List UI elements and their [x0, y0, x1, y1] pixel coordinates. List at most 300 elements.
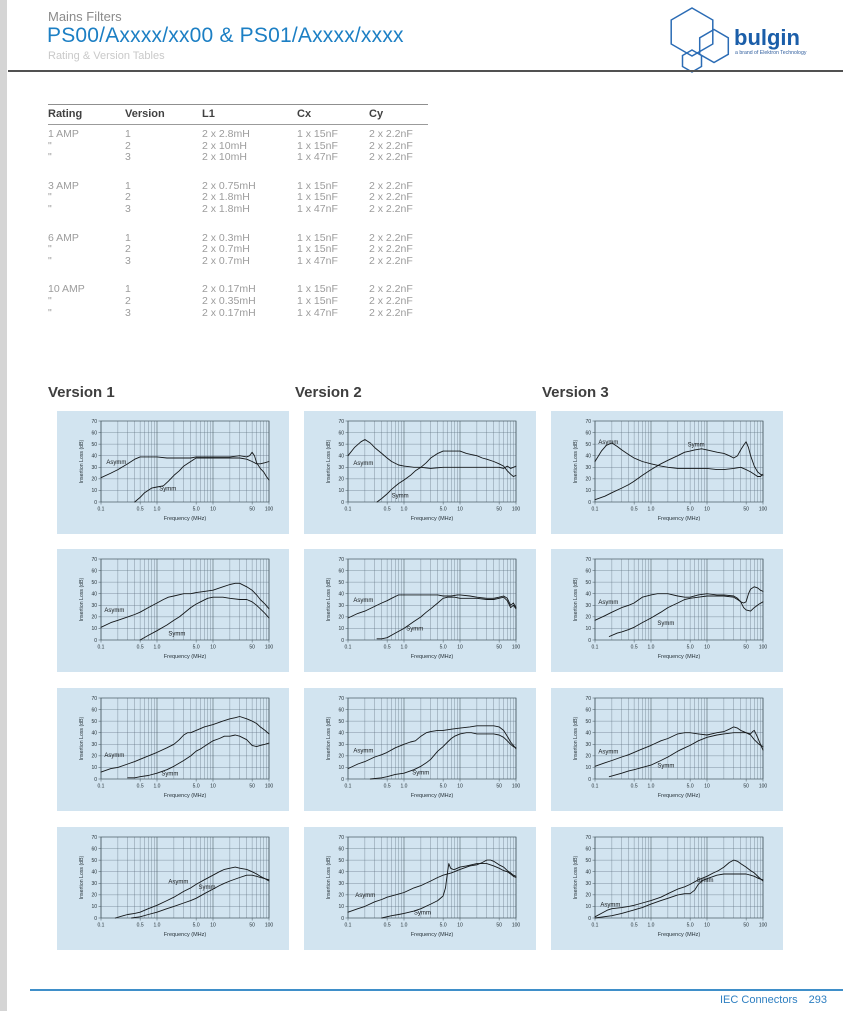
- chart-panel-v2-row2: [304, 549, 536, 672]
- x-tick-label: 100: [758, 644, 768, 651]
- x-tick-label: 10: [210, 506, 216, 513]
- x-tick-label: 10: [457, 783, 463, 790]
- table-cell: 1 x 15nF: [297, 244, 338, 256]
- x-axis-title: Frequency (MHz): [163, 654, 207, 660]
- y-tick-label: 30: [585, 881, 591, 888]
- series-label-symm: Symm: [657, 621, 675, 627]
- y-tick-label: 40: [585, 453, 591, 460]
- table-cell: 2 x 0.7mH: [202, 255, 250, 267]
- x-tick-label: 0.1: [97, 922, 105, 929]
- series-label-asymm: Asymm: [598, 440, 619, 447]
- table-cell: 1 x 15nF: [297, 140, 338, 152]
- x-tick-label: 10: [457, 922, 463, 929]
- series-label-symm: Symm: [413, 910, 431, 917]
- table-cell: 2 x 2.2nF: [369, 128, 413, 140]
- insertion-loss-chart: [304, 827, 536, 950]
- y-axis-title: Insertion Loss (dB): [573, 577, 579, 622]
- y-tick-label: 0: [341, 776, 344, 783]
- table-cell: 2 x 0.7mH: [202, 244, 250, 256]
- x-tick-label: 1.0: [153, 506, 161, 513]
- y-tick-label: 60: [91, 430, 97, 437]
- y-tick-label: 10: [338, 765, 344, 772]
- x-axis-title: Frequency (MHz): [163, 516, 207, 522]
- x-axis-title: Frequency (MHz): [410, 516, 454, 522]
- x-tick-label: 50: [496, 783, 502, 790]
- x-tick-label: 50: [249, 922, 255, 929]
- chart-panel-v2-row1: [304, 411, 536, 534]
- y-tick-label: 10: [585, 488, 591, 495]
- series-label-symm: Symm: [657, 763, 675, 770]
- y-tick-label: 60: [91, 846, 97, 853]
- y-tick-label: 70: [91, 695, 97, 702]
- x-tick-label: 1.0: [153, 922, 161, 929]
- y-tick-label: 30: [338, 603, 344, 610]
- version-2-heading: Version 2: [295, 384, 362, 401]
- x-tick-label: 10: [704, 644, 710, 651]
- x-tick-label: 0.1: [97, 783, 105, 790]
- table-cell: 2 x 10mH: [202, 152, 247, 164]
- series-label-asymm: Asymm: [168, 879, 189, 886]
- curve-symm: [609, 596, 763, 637]
- series-label-asymm: Asymm: [353, 597, 374, 604]
- x-tick-label: 100: [264, 506, 274, 513]
- x-tick-label: 1.0: [400, 922, 408, 929]
- table-cell: 2 x 0.17mH: [202, 307, 256, 319]
- chart-panel-v3-row4: [551, 827, 783, 950]
- y-tick-label: 40: [338, 869, 344, 876]
- y-tick-label: 10: [91, 488, 97, 495]
- table-cell: 1: [125, 231, 131, 244]
- x-tick-label: 0.5: [383, 922, 391, 929]
- x-tick-label: 100: [511, 922, 521, 929]
- y-tick-label: 0: [588, 776, 591, 783]
- x-tick-label: 5.0: [686, 506, 694, 513]
- insertion-loss-chart: [551, 549, 783, 672]
- y-tick-label: 0: [341, 637, 344, 644]
- x-tick-label: 0.5: [630, 644, 638, 651]
- x-tick-label: 0.1: [591, 922, 599, 929]
- table-cell: 2 x 2.2nF: [369, 255, 413, 267]
- chart-panel-v1-row4: [57, 827, 289, 950]
- x-tick-label: 5.0: [439, 506, 447, 513]
- x-axis-title: Frequency (MHz): [163, 932, 207, 938]
- version-1-heading: Version 1: [48, 384, 115, 401]
- y-tick-label: 40: [91, 591, 97, 598]
- insertion-loss-chart: [551, 688, 783, 811]
- table-cell: 2 x 2.2nF: [369, 192, 413, 204]
- col-header-rating: Rating: [48, 105, 125, 125]
- x-tick-label: 0.1: [344, 922, 352, 929]
- y-tick-label: 10: [338, 626, 344, 633]
- y-tick-label: 50: [585, 857, 591, 864]
- series-label-asymm: Asymm: [104, 753, 125, 759]
- y-axis-title: Insertion Loss (dB): [79, 716, 85, 761]
- x-tick-label: 0.5: [383, 644, 391, 651]
- bulgin-hexagons-icon: [652, 2, 838, 74]
- header-divider: [8, 70, 843, 72]
- table-cell: 2: [125, 192, 131, 204]
- table-cell: ": [48, 140, 52, 152]
- y-tick-label: 0: [341, 915, 344, 922]
- x-tick-label: 50: [743, 783, 749, 790]
- table-cell: 2 x 2.2nF: [369, 307, 413, 319]
- table-row: [48, 256, 428, 268]
- y-tick-label: 50: [585, 441, 591, 448]
- table-cell: 2 x 2.2nF: [369, 203, 413, 215]
- y-axis-title: Insertion Loss (dB): [326, 716, 332, 761]
- x-axis-title: Frequency (MHz): [410, 793, 454, 799]
- table-group-spacer: [48, 216, 428, 229]
- y-tick-label: 60: [585, 846, 591, 853]
- series-label-asymm: Asymm: [355, 893, 376, 900]
- table-cell: 1 x 15nF: [297, 283, 338, 296]
- y-tick-label: 50: [338, 857, 344, 864]
- insertion-loss-chart: [57, 827, 289, 950]
- x-tick-label: 0.1: [591, 506, 599, 513]
- x-tick-label: 0.1: [591, 644, 599, 651]
- series-label-symm: Symm: [406, 626, 424, 633]
- x-tick-label: 1.0: [647, 506, 655, 513]
- insertion-loss-chart: [304, 688, 536, 811]
- x-tick-label: 0.5: [630, 922, 638, 929]
- x-tick-label: 1.0: [647, 644, 655, 651]
- y-axis-title: Insertion Loss (dB): [326, 855, 332, 900]
- x-tick-label: 0.1: [344, 783, 352, 790]
- x-tick-label: 1.0: [153, 783, 161, 790]
- x-tick-label: 50: [496, 506, 502, 513]
- table-cell: 3: [125, 307, 131, 319]
- y-axis-title: Insertion Loss (dB): [79, 439, 85, 484]
- x-tick-label: 10: [210, 922, 216, 929]
- curve-asymm: [348, 726, 516, 769]
- curve-symm: [140, 597, 269, 640]
- table-cell: 1: [125, 283, 131, 296]
- y-tick-label: 40: [585, 591, 591, 598]
- y-tick-label: 50: [585, 718, 591, 725]
- table-row: [48, 308, 428, 320]
- table-header-row: [48, 105, 428, 125]
- y-tick-label: 70: [338, 418, 344, 425]
- series-label-symm: Symm: [159, 486, 177, 493]
- chart-panel-v1-row2: [57, 549, 289, 672]
- x-tick-label: 100: [264, 922, 274, 929]
- table-row: [48, 244, 428, 256]
- page-edge-strip: [0, 0, 7, 1011]
- table-cell: 6 AMP: [48, 231, 79, 244]
- x-tick-label: 5.0: [686, 644, 694, 651]
- curve-asymm: [595, 443, 763, 477]
- x-tick-label: 0.5: [630, 783, 638, 790]
- x-tick-label: 50: [743, 922, 749, 929]
- y-tick-label: 20: [338, 476, 344, 483]
- insertion-loss-chart: [551, 827, 783, 950]
- curve-asymm: [348, 860, 516, 912]
- table-cell: 2 x 0.35mH: [202, 295, 256, 307]
- curve-symm: [377, 597, 516, 639]
- y-axis-title: Insertion Loss (dB): [573, 855, 579, 900]
- x-axis-title: Frequency (MHz): [657, 516, 701, 522]
- curve-asymm: [115, 867, 269, 918]
- series-label-asymm: Asymm: [104, 608, 125, 615]
- y-tick-label: 40: [338, 730, 344, 737]
- x-axis-title: Frequency (MHz): [657, 654, 701, 660]
- x-axis-title: Frequency (MHz): [657, 793, 701, 799]
- page-title: PS00/Axxxx/xx00 & PS01/Axxxx/xxxx: [47, 24, 404, 47]
- y-tick-label: 40: [91, 869, 97, 876]
- table-cell: 1: [125, 179, 131, 192]
- y-tick-label: 60: [338, 846, 344, 853]
- col-header-l1: L1: [202, 105, 297, 125]
- x-tick-label: 1.0: [400, 506, 408, 513]
- y-tick-label: 0: [341, 499, 344, 506]
- x-tick-label: 10: [457, 506, 463, 513]
- x-tick-label: 1.0: [647, 922, 655, 929]
- x-tick-label: 100: [758, 783, 768, 790]
- series-label-asymm: Asymm: [598, 749, 619, 756]
- bulgin-logo: [652, 2, 838, 74]
- table-cell: 1 x 15nF: [297, 295, 338, 307]
- series-label-asymm: Asymm: [353, 748, 374, 755]
- y-tick-label: 70: [585, 418, 591, 425]
- table-cell: ": [48, 307, 52, 319]
- y-tick-label: 60: [585, 707, 591, 714]
- page-subtitle: Rating & Version Tables: [48, 50, 165, 62]
- series-label-symm: Symm: [391, 493, 409, 500]
- y-tick-label: 10: [91, 626, 97, 633]
- y-tick-label: 20: [91, 892, 97, 899]
- y-tick-label: 20: [585, 476, 591, 483]
- y-tick-label: 20: [91, 614, 97, 621]
- y-tick-label: 20: [585, 614, 591, 621]
- y-tick-label: 40: [91, 453, 97, 460]
- chart-panel-v2-row4: [304, 827, 536, 950]
- x-tick-label: 0.1: [344, 644, 352, 651]
- table-cell: 2 x 2.2nF: [369, 140, 413, 152]
- x-tick-label: 5.0: [192, 644, 200, 651]
- series-label-symm: Symm: [198, 885, 216, 892]
- y-tick-label: 50: [91, 718, 97, 725]
- x-tick-label: 0.5: [136, 783, 144, 790]
- insertion-loss-chart: [551, 411, 783, 534]
- x-tick-label: 100: [511, 506, 521, 513]
- y-tick-label: 60: [91, 568, 97, 575]
- y-tick-label: 30: [91, 603, 97, 610]
- y-tick-label: 10: [91, 904, 97, 911]
- table-cell: ": [48, 152, 52, 164]
- y-tick-label: 40: [338, 453, 344, 460]
- x-tick-label: 5.0: [192, 922, 200, 929]
- x-tick-label: 10: [704, 506, 710, 513]
- table-cell: ": [48, 203, 52, 215]
- y-tick-label: 50: [91, 441, 97, 448]
- table-cell: 2 x 2.8mH: [202, 128, 250, 140]
- y-tick-label: 0: [588, 499, 591, 506]
- table-cell: 2 x 2.2nF: [369, 244, 413, 256]
- table-cell: 1 x 47nF: [297, 255, 338, 267]
- series-label-symm: Symm: [168, 631, 186, 638]
- y-tick-label: 20: [91, 476, 97, 483]
- table-cell: 2: [125, 295, 131, 307]
- y-tick-label: 40: [91, 730, 97, 737]
- y-tick-label: 20: [338, 614, 344, 621]
- table-cell: 10 AMP: [48, 283, 85, 296]
- table-cell: ": [48, 295, 52, 307]
- version-3-heading: Version 3: [542, 384, 609, 401]
- y-tick-label: 10: [338, 488, 344, 495]
- y-tick-label: 20: [338, 892, 344, 899]
- table-cell: ": [48, 255, 52, 267]
- table-cell: 1 x 47nF: [297, 152, 338, 164]
- y-axis-title: Insertion Loss (dB): [326, 577, 332, 622]
- y-tick-label: 0: [588, 915, 591, 922]
- y-tick-label: 40: [585, 730, 591, 737]
- table-row: [48, 192, 428, 204]
- table-cell: 2 x 2.2nF: [369, 283, 413, 296]
- y-tick-label: 0: [588, 637, 591, 644]
- x-tick-label: 5.0: [686, 783, 694, 790]
- x-tick-label: 10: [704, 922, 710, 929]
- y-tick-label: 0: [94, 915, 97, 922]
- series-label-asymm: Asymm: [600, 902, 621, 909]
- y-tick-label: 30: [585, 742, 591, 749]
- x-tick-label: 5.0: [686, 922, 694, 929]
- x-tick-label: 5.0: [192, 783, 200, 790]
- table-cell: 1 AMP: [48, 128, 79, 140]
- x-tick-label: 5.0: [439, 644, 447, 651]
- x-tick-label: 1.0: [153, 644, 161, 651]
- table-cell: 2 x 0.17mH: [202, 283, 256, 296]
- y-tick-label: 10: [338, 904, 344, 911]
- footer-page-number: 293: [808, 994, 827, 1006]
- y-tick-label: 60: [338, 568, 344, 575]
- y-axis-title: Insertion Loss (dB): [326, 439, 332, 484]
- x-tick-label: 5.0: [439, 922, 447, 929]
- footer-divider: [30, 989, 843, 991]
- insertion-loss-chart: [304, 549, 536, 672]
- table-row: [48, 177, 428, 193]
- table-group-spacer: [48, 164, 428, 177]
- y-tick-label: 60: [585, 430, 591, 437]
- y-tick-label: 60: [585, 568, 591, 575]
- series-label-symm: Symm: [161, 771, 179, 778]
- table-cell: 2 x 0.75mH: [202, 179, 256, 192]
- curve-symm: [595, 874, 763, 918]
- brand-tagline: a brand of Elektron Technology: [735, 50, 807, 56]
- table-row: [48, 125, 428, 141]
- x-axis-title: Frequency (MHz): [410, 654, 454, 660]
- y-tick-label: 60: [338, 430, 344, 437]
- table-cell: 1 x 15nF: [297, 192, 338, 204]
- y-tick-label: 10: [91, 765, 97, 772]
- y-tick-label: 10: [585, 765, 591, 772]
- x-tick-label: 0.5: [136, 922, 144, 929]
- table-row: [48, 280, 428, 296]
- y-axis-title: Insertion Loss (dB): [79, 855, 85, 900]
- curve-symm: [595, 442, 763, 500]
- x-axis-title: Frequency (MHz): [163, 793, 207, 799]
- table-row: [48, 204, 428, 216]
- table-group-spacer: [48, 267, 428, 280]
- curve-asymm: [101, 452, 269, 480]
- y-tick-label: 30: [338, 465, 344, 472]
- table-cell: 1 x 15nF: [297, 179, 338, 192]
- x-tick-label: 100: [264, 644, 274, 651]
- x-tick-label: 100: [511, 644, 521, 651]
- y-tick-label: 70: [585, 695, 591, 702]
- x-tick-label: 50: [496, 644, 502, 651]
- table-cell: 1 x 47nF: [297, 307, 338, 319]
- x-tick-label: 5.0: [192, 506, 200, 513]
- x-tick-label: 100: [758, 506, 768, 513]
- series-label-symm: Symm: [412, 770, 430, 777]
- table-row: [48, 229, 428, 245]
- table-cell: 1 x 15nF: [297, 128, 338, 140]
- insertion-loss-chart: [57, 411, 289, 534]
- curve-symm: [609, 733, 763, 777]
- chart-panel-v1-row1: [57, 411, 289, 534]
- x-tick-label: 100: [511, 783, 521, 790]
- table-cell: 2 x 1.8mH: [202, 203, 250, 215]
- x-tick-label: 0.1: [344, 506, 352, 513]
- table-cell: 3: [125, 255, 131, 267]
- y-tick-label: 50: [585, 579, 591, 586]
- table-cell: ": [48, 192, 52, 204]
- table-cell: 2 x 1.8mH: [202, 192, 250, 204]
- x-tick-label: 0.1: [97, 644, 105, 651]
- y-tick-label: 70: [91, 556, 97, 563]
- x-tick-label: 0.5: [136, 506, 144, 513]
- y-tick-label: 30: [91, 742, 97, 749]
- y-tick-label: 70: [585, 834, 591, 841]
- table-row: [48, 141, 428, 153]
- chart-panel-v3-row3: [551, 688, 783, 811]
- insertion-loss-chart: [304, 411, 536, 534]
- y-tick-label: 50: [91, 857, 97, 864]
- table-cell: 2 x 2.2nF: [369, 179, 413, 192]
- x-tick-label: 50: [743, 644, 749, 651]
- curve-asymm: [595, 587, 763, 621]
- y-tick-label: 0: [94, 637, 97, 644]
- table-cell: 3: [125, 203, 131, 215]
- x-tick-label: 50: [249, 506, 255, 513]
- series-label-asymm: Asymm: [353, 461, 374, 467]
- x-tick-label: 0.1: [591, 783, 599, 790]
- y-tick-label: 30: [585, 603, 591, 610]
- chart-panel-v3-row2: [551, 549, 783, 672]
- series-label-asymm: Asymm: [106, 459, 127, 466]
- footer: [720, 994, 827, 1006]
- y-tick-label: 0: [94, 499, 97, 506]
- y-tick-label: 70: [91, 834, 97, 841]
- x-tick-label: 0.5: [383, 783, 391, 790]
- x-axis-title: Frequency (MHz): [410, 932, 454, 938]
- table-cell: 2: [125, 244, 131, 256]
- curve-symm: [128, 735, 269, 778]
- series-label-symm: Symm: [696, 878, 714, 885]
- table-row: [48, 296, 428, 308]
- y-axis-title: Insertion Loss (dB): [573, 439, 579, 484]
- x-tick-label: 50: [249, 783, 255, 790]
- y-tick-label: 70: [338, 695, 344, 702]
- y-tick-label: 70: [338, 556, 344, 563]
- table-cell: 2 x 2.2nF: [369, 231, 413, 244]
- table-cell: 2 x 2.2nF: [369, 295, 413, 307]
- y-tick-label: 10: [585, 626, 591, 633]
- table-cell: 2: [125, 140, 131, 152]
- y-tick-label: 20: [338, 753, 344, 760]
- x-tick-label: 100: [264, 783, 274, 790]
- y-tick-label: 60: [91, 707, 97, 714]
